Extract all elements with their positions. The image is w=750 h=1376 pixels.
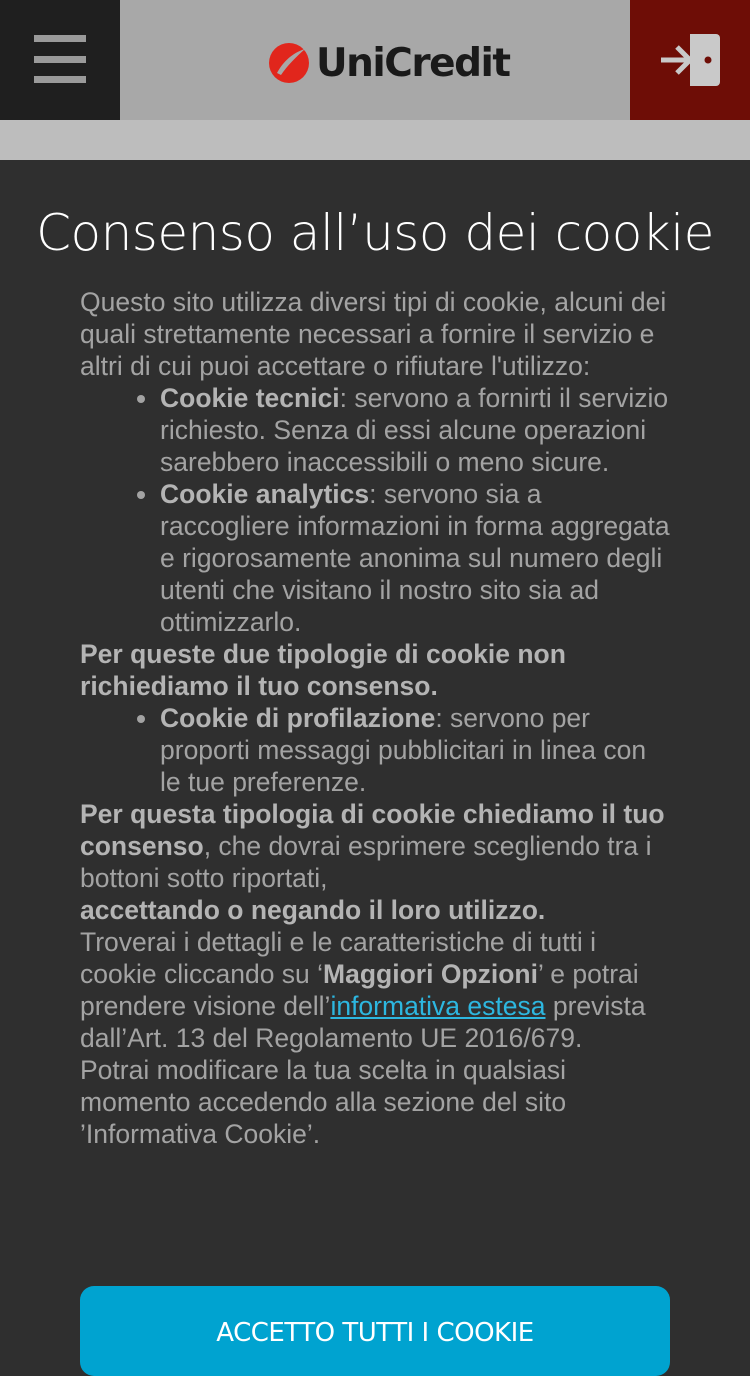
app-header <box>0 0 750 120</box>
list-item-text: : servono per proporti messaggi pubblicitari in linea con le tue preferenze. <box>160 703 647 797</box>
login-door-icon <box>630 0 750 120</box>
cookie-consent-modal <box>0 160 750 1348</box>
login-button[interactable] <box>630 0 750 120</box>
list-item-term: Cookie analytics <box>160 479 370 509</box>
list-item-analytics <box>160 478 670 638</box>
no-consent-note: Per queste due tipologie di cookie non richiediamo il tuo consenso. <box>80 639 566 701</box>
sub-navigation-bar <box>0 120 750 160</box>
list-item-term: Cookie di profilazione <box>160 703 436 733</box>
menu-button[interactable] <box>0 0 120 120</box>
unicredit-logo-icon <box>268 42 310 84</box>
list-item-text: : servono a fornirti il servizio richiesto. Senza di essi alcune operazioni sarebbero inaccessibili o meno sicure. <box>160 383 669 477</box>
intro-text: Questo sito utilizza diversi tipi di cookie, alcuni dei quali strettamente necessari a fornire il servizio e altri di cui puoi accettare o rifiutare l'utilizzo: <box>80 287 667 381</box>
modal-title: Consenso all’uso dei cookie <box>36 204 714 262</box>
list-item-profilazione <box>160 702 670 798</box>
brand-name: UniCredit <box>316 40 510 86</box>
accept-all-cookies-button[interactable]: ACCETTO TUTTI I COOKIE <box>80 1286 670 1376</box>
list-item-term: Cookie tecnici <box>160 383 340 413</box>
cookie-types-list <box>80 382 670 638</box>
modify-choice-note: Potrai modificare la tua scelta in qualsiasi momento accedendo alla sezione del sito ’Informativa Cookie’. <box>80 1055 567 1149</box>
profiling-cookie-list <box>80 702 670 798</box>
list-item-text: : servono sia a raccogliere informazioni in forma aggregata e rigorosamente anonima sul numero degli utenti che visitano il nostro sito sia ad ottimizzarlo. <box>160 479 670 637</box>
list-item-tecnici <box>160 382 670 478</box>
modal-body <box>80 286 670 1150</box>
consent-paragraph: Per questa tipologia di cookie chiediamo il tuo consenso, che dovrai esprimere scegliendo tra i bottoni sotto riportati, accettando o negando il loro utilizzo. Troverai i dettagli e le caratteristiche di tutti i cookie cliccando su ‘Maggiori Opzioni’ e potrai prendere visione dell’informativa estesa prevista dall’Art. 13 del Regolamento UE 2016/679. <box>80 799 665 1053</box>
privacy-policy-link[interactable]: informativa estesa <box>330 991 546 1021</box>
unicredit-logo[interactable] <box>268 40 510 86</box>
